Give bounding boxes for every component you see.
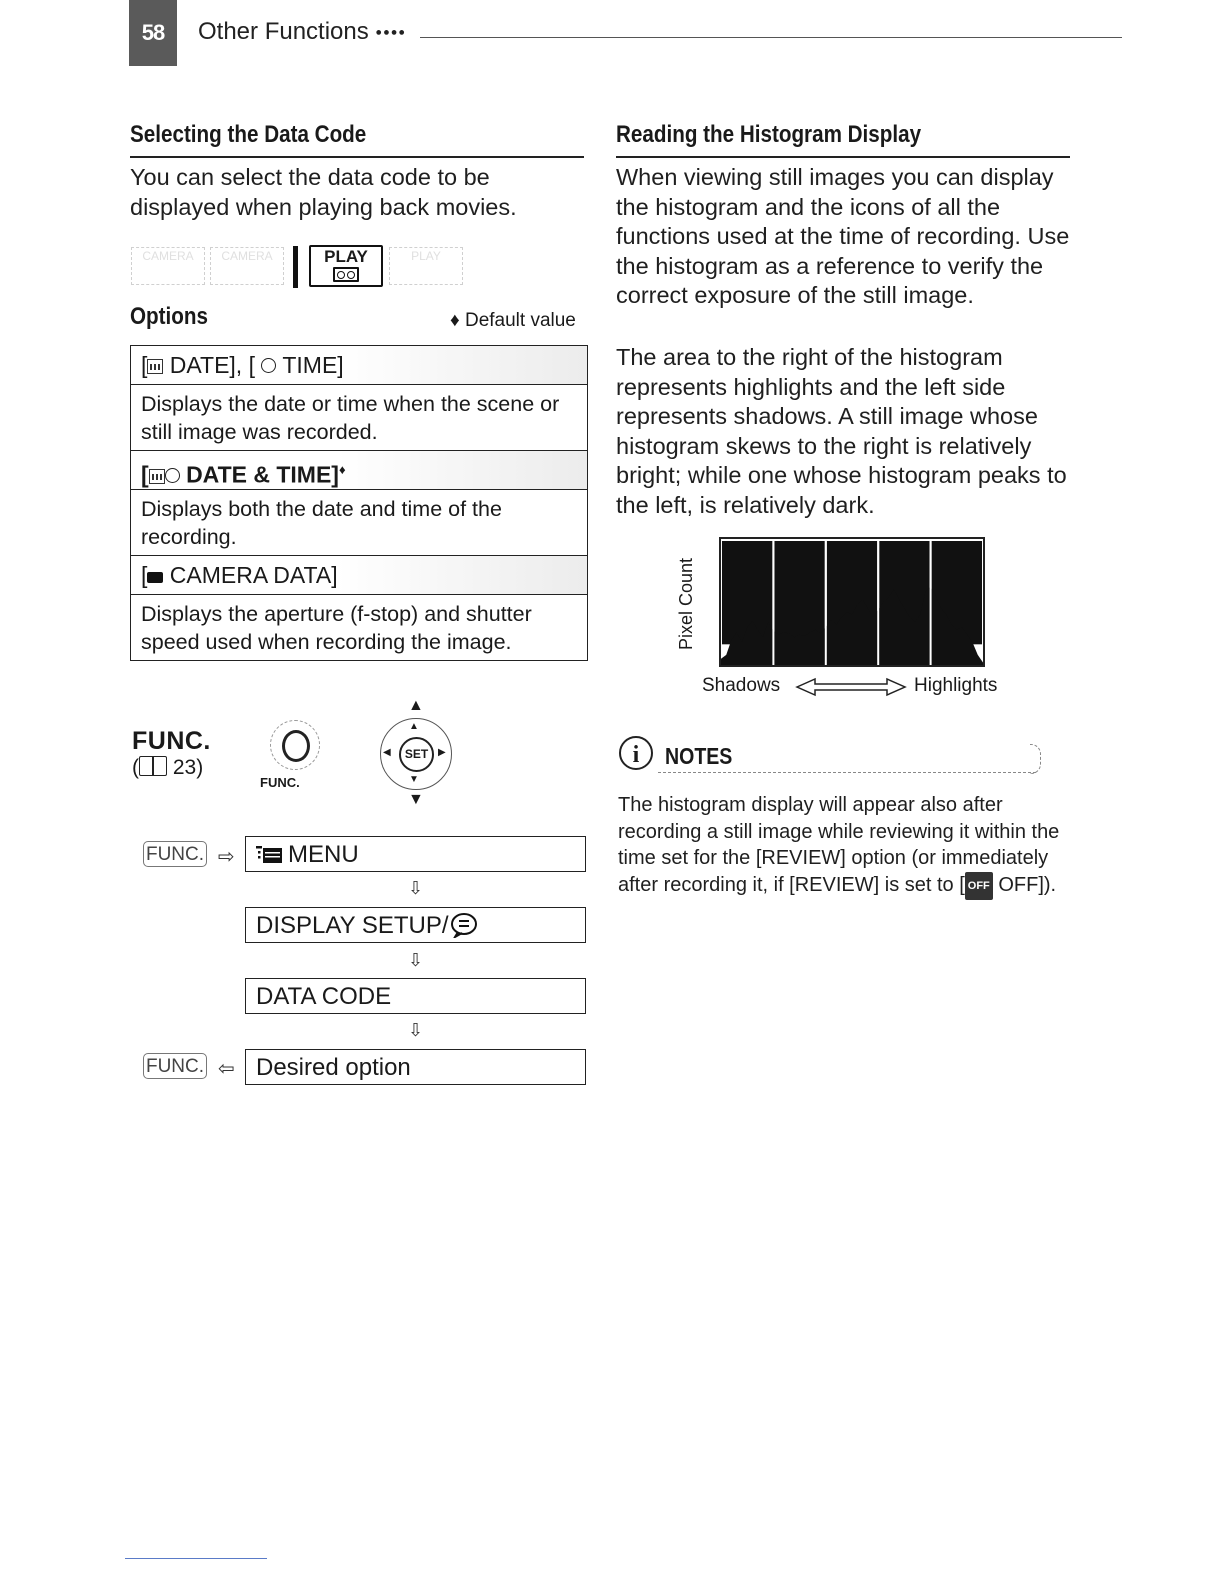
- option-camera-data-head: [ CAMERA DATA]: [131, 556, 587, 594]
- header-rule: [420, 37, 1122, 38]
- joystick-down-icon: ▼: [408, 791, 424, 808]
- footer-rule: [125, 1558, 267, 1559]
- option-row: [131, 555, 587, 660]
- func-chip-start: FUNC.: [143, 841, 207, 867]
- clock-icon: [261, 358, 276, 373]
- calendar-clock-icon: [149, 469, 165, 484]
- option-date-and-time-title: DATE & TIME]: [186, 461, 339, 488]
- options-table: [130, 345, 588, 661]
- mode-play-movie: [309, 245, 383, 287]
- arrow-down-icon: ⇩: [408, 950, 424, 970]
- set-button: SET: [399, 737, 434, 772]
- option-time-title: TIME]: [282, 352, 344, 378]
- clock-icon: [165, 468, 180, 483]
- notes-text-end: OFF]).: [992, 873, 1057, 896]
- notes-text-main: The histogram display will appear also after recording a still image while reviewing it within the time set for the [REVIEW] option (or immediately after recording it, if [REVIEW] is set to [: [618, 794, 1060, 896]
- func-page-ref: ( 23): [132, 756, 204, 779]
- func-page-ref-num: 23): [172, 756, 204, 779]
- dial-down-icon: ▼: [409, 774, 419, 785]
- histogram-plot: [721, 539, 983, 665]
- option-camera-data-title: CAMERA DATA]: [169, 562, 338, 588]
- notes-rule: [658, 772, 1036, 773]
- dial-up-icon: ▲: [409, 721, 419, 732]
- section-dots: ●●●●: [375, 26, 406, 39]
- off-badge-icon: OFF: [965, 872, 993, 901]
- mode-camera-photo: [210, 247, 284, 285]
- option-date-and-time-desc: Displays both the date and time of the recording.: [131, 489, 587, 555]
- flow-step-data-code: [245, 978, 586, 1014]
- section-title-text: Other Functions: [198, 18, 369, 45]
- tape-icon: [333, 267, 359, 282]
- data-code-heading: Selecting the Data Code: [130, 121, 367, 148]
- speech-bubble-icon: [449, 912, 479, 938]
- dial-right-icon: ▶: [438, 747, 446, 758]
- histogram-y-label: Pixel Count: [676, 557, 696, 650]
- option-row: [131, 450, 587, 555]
- default-mark: ♦: [338, 462, 346, 477]
- mode-divider: [293, 246, 298, 288]
- mode-play-label: PLAY: [324, 247, 368, 266]
- option-row: [131, 346, 587, 450]
- func-label: FUNC.: [132, 727, 211, 755]
- info-icon: i: [619, 736, 653, 770]
- shadows-label: Shadows: [702, 675, 781, 696]
- option-date-title: DATE], [: [169, 352, 255, 378]
- option-camera-data-desc: Displays the aperture (f-stop) and shutter speed used when recording the image.: [131, 594, 587, 660]
- data-code-rule: [130, 156, 584, 158]
- func-chip-end: FUNC.: [143, 1053, 207, 1079]
- histogram-rule: [616, 156, 1070, 158]
- option-date-time-head: [ DATE], [ TIME]: [131, 346, 587, 384]
- page-number: 58: [129, 0, 177, 66]
- section-title: [198, 18, 406, 46]
- flow-step-desired-option-label: Desired option: [256, 1054, 411, 1081]
- joystick-set-illustration: [380, 718, 452, 790]
- histogram-chart: [719, 537, 985, 667]
- arrow-right-icon: ⇨: [218, 846, 235, 868]
- func-button-caption: FUNC.: [260, 775, 300, 790]
- book-icon: [139, 756, 167, 776]
- option-date-and-time-head: [ DATE & TIME]♦: [131, 451, 587, 489]
- mode-camera-movie-label: CAMERA: [142, 249, 194, 263]
- menu-icon: [256, 844, 282, 864]
- joystick-up-icon: ▲: [408, 697, 424, 714]
- func-button-ring: [282, 730, 310, 762]
- histogram-para-1: When viewing still images you can display the histogram and the icons of all the functions used at the time of recording. Use the histogram as a reference to verify the correct exposure of the still image.: [616, 164, 1070, 308]
- flow-step-desired-option: [245, 1049, 586, 1085]
- histogram-para-2: The area to the right of the histogram represents highlights and the left side represents shadows. A still image whose histogram skews to the right is relatively bright; while one whose histogram peaks to the left, is relatively dark.: [616, 344, 1067, 518]
- flow-step-menu-label: MENU: [288, 841, 359, 868]
- histogram-column: [774, 541, 824, 644]
- notes-title: NOTES: [665, 743, 733, 769]
- notes-rule-cap: [1030, 744, 1041, 774]
- arrow-down-icon: ⇩: [408, 878, 424, 898]
- data-code-intro: You can select the data code to be displayed when playing back movies.: [130, 164, 517, 220]
- mode-play-photo-label: PLAY: [411, 249, 441, 263]
- arrow-left-icon: ⇦: [218, 1058, 235, 1080]
- mode-play-photo: [389, 247, 463, 285]
- flow-step-data-code-label: DATA CODE: [256, 983, 392, 1010]
- flow-step-display-setup-label: DISPLAY SETUP/: [256, 912, 449, 939]
- notes-text: [618, 792, 1074, 900]
- highlights-label: Highlights: [914, 675, 998, 696]
- arrow-down-icon: ⇩: [408, 1020, 424, 1040]
- mode-camera-photo-label: CAMERA: [221, 249, 273, 263]
- flow-step-menu: [245, 836, 586, 872]
- flow-step-display-setup: [245, 907, 586, 943]
- option-date-time-desc: Displays the date or time when the scene or still image was recorded.: [131, 384, 587, 450]
- mode-camera-movie: [131, 247, 205, 285]
- dial-left-icon: ◀: [383, 747, 391, 758]
- func-button-illustration: [270, 720, 320, 770]
- histogram-heading: Reading the Histogram Display: [616, 121, 922, 148]
- double-arrow-icon: [795, 677, 907, 697]
- calendar-icon: [147, 359, 163, 374]
- options-label: Options: [130, 303, 208, 330]
- camera-icon: [147, 572, 163, 583]
- default-value-note: ♦ Default value: [450, 310, 576, 331]
